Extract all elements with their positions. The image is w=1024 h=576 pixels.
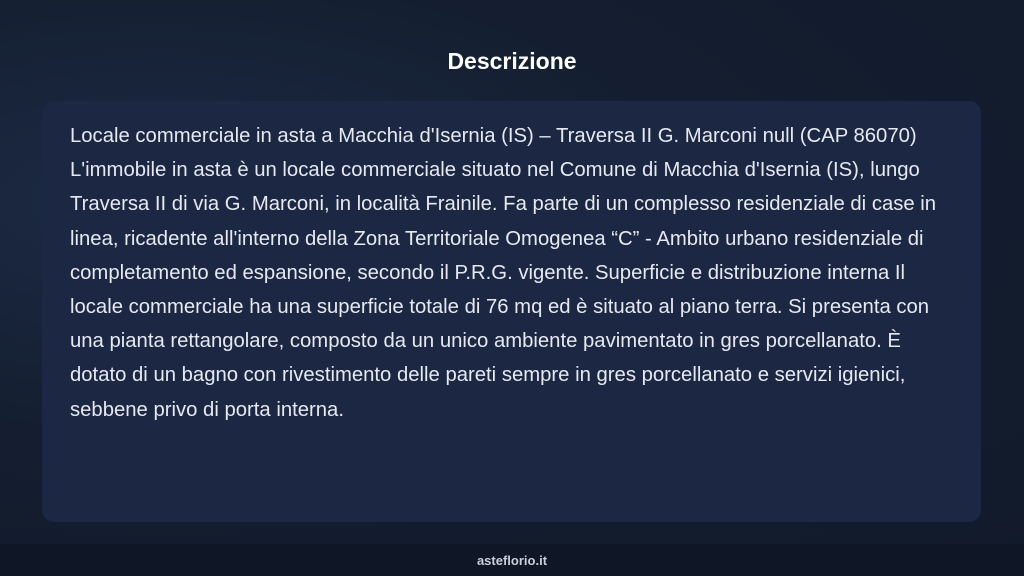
footer-bar [0,544,1024,576]
page-title: Descrizione [447,48,577,74]
description-text: Locale commerciale in asta a Macchia d'Isernia (IS) – Traversa II G. Marconi null (CAP 86070) L'immobile in asta è un locale commerciale situato nel Comune di Macchia d'Isernia (IS), lungo Traversa II di via G. Marconi, in località Frainile. Fa parte di un complesso residenziale di case in linea, ricadente all'interno della Zona Territoriale Omogenea “C” - Ambito urbano residenziale di completamento ed espansione, secondo il P.R.G. vigente. Superficie e distribuzione interna Il locale commerciale ha una superficie totale di 76 mq ed è situato al piano terra. Si presenta con una pianta rettangolare, composto da un unico ambiente pavimentato in gres porcellanato. È dotato di un bagno con rivestimento delle pareti sempre in gres porcellanato e servizi igienici, sebbene privo di porta interna. [70,125,937,421]
description-card [42,101,981,522]
footer-site-label: asteflorio.it [476,552,548,568]
